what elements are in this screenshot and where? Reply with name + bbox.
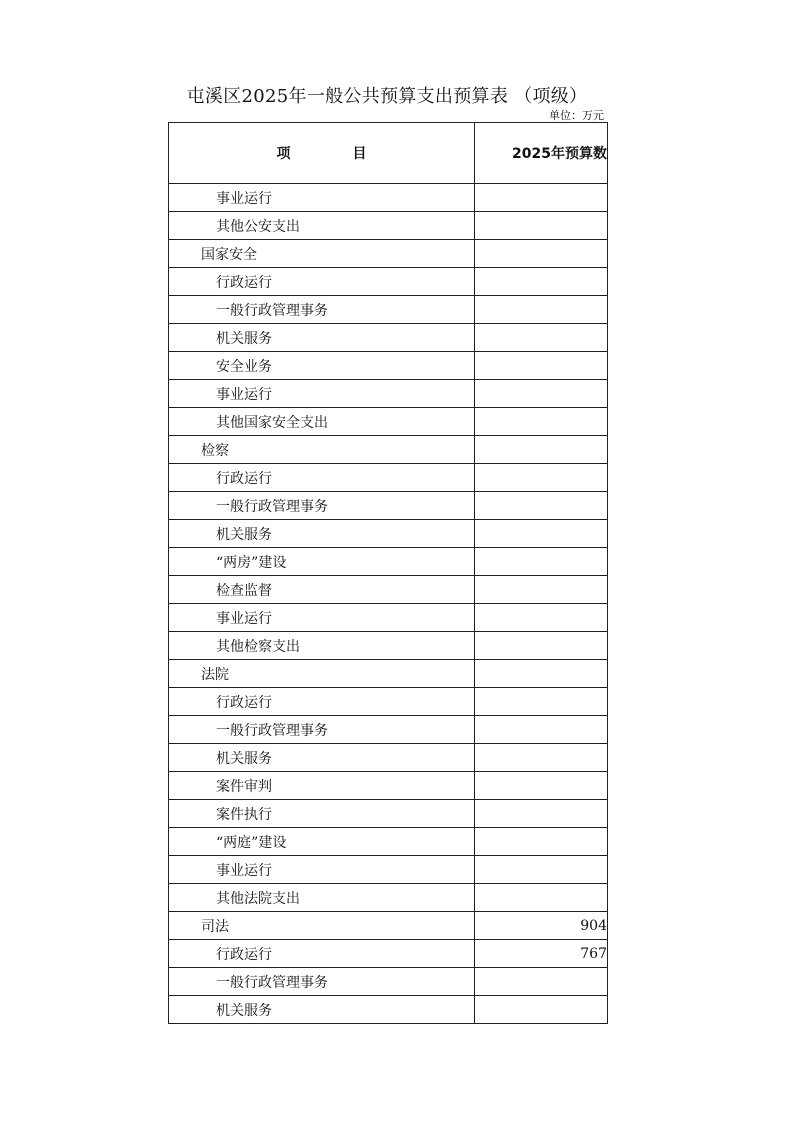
table-row (169, 940, 608, 968)
row-amount (475, 548, 608, 576)
table-row (169, 996, 608, 1024)
budget-table (168, 122, 608, 1024)
row-item-label: 一般行政管理事务 (169, 716, 475, 744)
row-item-label: 机关服务 (169, 744, 475, 772)
table-row (169, 436, 608, 464)
row-item-label: 司法 (169, 912, 475, 940)
row-item-label: 事业运行 (169, 856, 475, 884)
row-amount (475, 212, 608, 240)
row-amount (475, 856, 608, 884)
row-item-label: 其他法院支出 (169, 884, 475, 912)
row-amount (475, 884, 608, 912)
table-row (169, 464, 608, 492)
table-row (169, 184, 608, 212)
row-item-label: 行政运行 (169, 464, 475, 492)
table-row (169, 520, 608, 548)
row-amount (475, 632, 608, 660)
table-row (169, 268, 608, 296)
table-row (169, 408, 608, 436)
row-amount (475, 744, 608, 772)
table-row (169, 968, 608, 996)
row-item-label: 检察 (169, 436, 475, 464)
table-row (169, 548, 608, 576)
row-amount (475, 604, 608, 632)
row-amount: 767 (475, 940, 608, 968)
row-amount (475, 380, 608, 408)
row-item-label: 其他公安支出 (169, 212, 475, 240)
row-item-label: 一般行政管理事务 (169, 968, 475, 996)
row-amount (475, 296, 608, 324)
row-amount (475, 828, 608, 856)
row-amount (475, 772, 608, 800)
row-item-label: 行政运行 (169, 688, 475, 716)
row-amount (475, 800, 608, 828)
row-item-label: 行政运行 (169, 940, 475, 968)
table-row (169, 716, 608, 744)
table-row (169, 352, 608, 380)
table-row (169, 380, 608, 408)
row-item-label: 一般行政管理事务 (169, 296, 475, 324)
row-amount (475, 688, 608, 716)
row-item-label: 机关服务 (169, 996, 475, 1024)
item-header-part-b: 目 (352, 146, 367, 162)
row-amount (475, 408, 608, 436)
row-amount (475, 660, 608, 688)
row-amount (475, 436, 608, 464)
row-item-label: 法院 (169, 660, 475, 688)
table-row (169, 688, 608, 716)
row-amount (475, 352, 608, 380)
row-amount: 904 (475, 912, 608, 940)
row-item-label: 机关服务 (169, 324, 475, 352)
table-row (169, 660, 608, 688)
row-item-label: 事业运行 (169, 184, 475, 212)
table-row (169, 800, 608, 828)
item-column-header (169, 123, 475, 184)
row-amount (475, 716, 608, 744)
row-amount (475, 520, 608, 548)
row-amount (475, 492, 608, 520)
table-row (169, 884, 608, 912)
row-amount (475, 268, 608, 296)
table-row (169, 772, 608, 800)
row-item-label: 事业运行 (169, 604, 475, 632)
row-item-label: “两房”建设 (169, 548, 475, 576)
page-title: 屯溪区2025年一般公共预算支出预算表 （项级） (186, 86, 588, 107)
row-amount (475, 184, 608, 212)
table-row (169, 856, 608, 884)
table-row (169, 828, 608, 856)
table-row (169, 296, 608, 324)
table-body (169, 184, 608, 1024)
row-item-label: 其他国家安全支出 (169, 408, 475, 436)
amount-column-header: 2025年预算数 (475, 123, 608, 184)
row-amount (475, 996, 608, 1024)
row-item-label: “两庭”建设 (169, 828, 475, 856)
row-item-label: 其他检察支出 (169, 632, 475, 660)
row-item-label: 检查监督 (169, 576, 475, 604)
table-row (169, 492, 608, 520)
row-item-label: 安全业务 (169, 352, 475, 380)
row-amount (475, 464, 608, 492)
table-row (169, 576, 608, 604)
table-row (169, 604, 608, 632)
row-amount (475, 968, 608, 996)
row-item-label: 一般行政管理事务 (169, 492, 475, 520)
table-row (169, 632, 608, 660)
table-row (169, 324, 608, 352)
table-row (169, 240, 608, 268)
row-item-label: 国家安全 (169, 240, 475, 268)
table-row (169, 912, 608, 940)
table-row (169, 212, 608, 240)
row-amount (475, 324, 608, 352)
row-item-label: 机关服务 (169, 520, 475, 548)
unit-label: 单位：万元 (549, 109, 604, 122)
row-item-label: 事业运行 (169, 380, 475, 408)
row-item-label: 案件审判 (169, 772, 475, 800)
row-item-label: 案件执行 (169, 800, 475, 828)
table-row (169, 744, 608, 772)
row-item-label: 行政运行 (169, 268, 475, 296)
item-header-part-a: 项 (276, 146, 291, 162)
row-amount (475, 240, 608, 268)
row-amount (475, 576, 608, 604)
table-header-row (169, 123, 608, 184)
